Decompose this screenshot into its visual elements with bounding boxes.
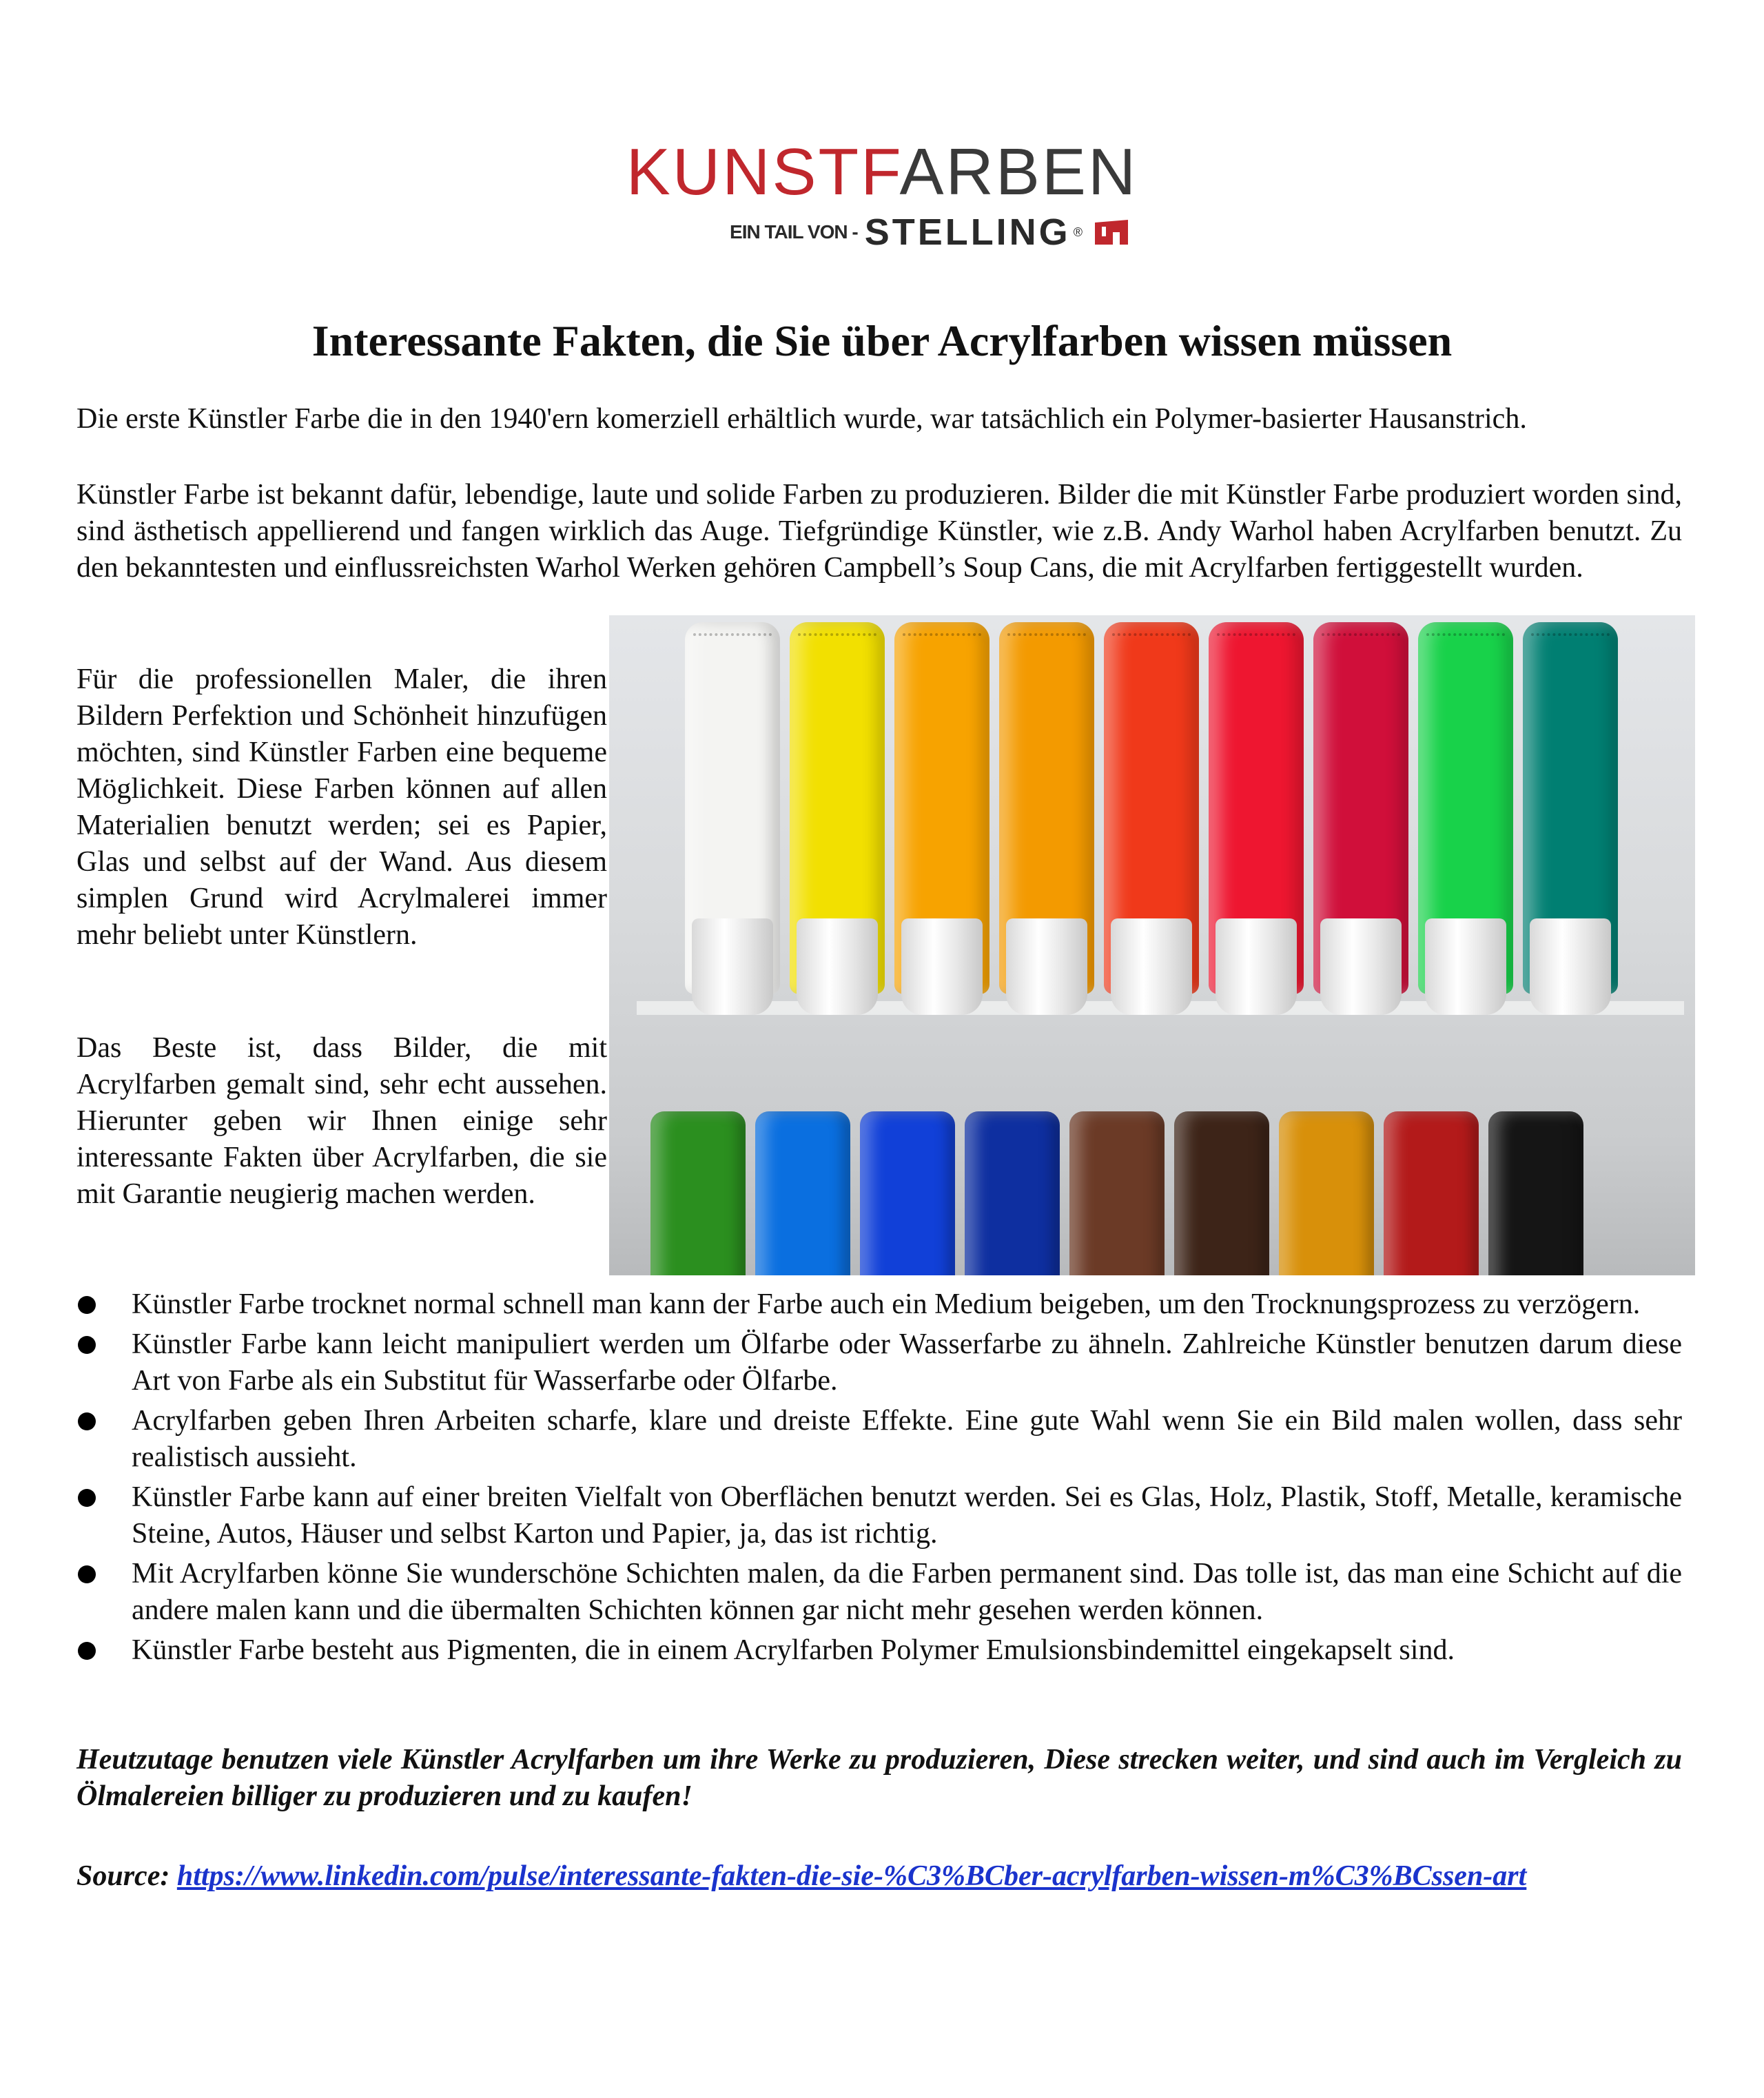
tube-cap	[1320, 918, 1402, 1015]
paint-tube-lower	[1384, 1111, 1479, 1275]
tube-cap	[797, 918, 878, 1015]
list-item	[76, 1479, 1682, 1552]
tube-cap	[901, 918, 983, 1015]
paint-tube-lower	[965, 1111, 1060, 1275]
logo-part-arben: ARBEN	[899, 135, 1138, 209]
paint-tube	[1104, 622, 1199, 994]
paint-tube	[1313, 622, 1408, 994]
paragraph-2: Künstler Farbe ist bekannt dafür, lebendige, laute und solide Farben zu produzieren. Bilder die mit Künstler Farbe produziert worden sind, sind ästhetisch appellierend und fangen wirklich das Auge. Tiefgründige Künstler, wie z.B. Andy Warhol haben Acrylfarben benutzt. Zu den bekanntesten und einflussreichsten Warhol Werken gehören Campbell’s Soup Cans, die mit Acrylfarben fertiggestellt wurden.	[76, 479, 1682, 584]
logo-wordmark	[0, 135, 1764, 209]
paint-tube-lower	[860, 1111, 955, 1275]
list-item	[76, 1286, 1682, 1323]
logo-sub-small: EIN TAIL VON -	[730, 221, 858, 243]
list-item-text: Acrylfarben geben Ihren Arbeiten scharfe, klare und dreiste Effekte. Eine gute Wahl wenn Sie ein Bild malen wollen, dass sehr realistisch aussieht.	[132, 1405, 1682, 1473]
tube-cap	[692, 918, 773, 1015]
bullet-icon	[78, 1565, 96, 1583]
tube-cap	[1216, 918, 1297, 1015]
paint-tube-lower	[755, 1111, 850, 1275]
list-item	[76, 1403, 1682, 1476]
bullet-icon	[78, 1489, 96, 1507]
facts-list	[76, 1286, 1682, 1672]
paint-tube	[685, 622, 780, 994]
bullet-icon	[78, 1642, 96, 1660]
paragraph-3: Für die professionellen Maler, die ihren Bildern Perfektion und Schönheit hinzufügen möchten, sind Künstler Farben eine bequeme Möglichkeit. Diese Farben können auf allen Materialien benutzt werden; sei es Papier, Glas und selbst auf der Wand. Aus diesem simplen Grund wird Acrylmalerei immer mehr beliebt unter Künstlern.	[76, 664, 607, 951]
stelling-mark-icon	[1092, 218, 1131, 246]
closing-statement: Heutzutage benutzen viele Künstler Acrylfarben um ihre Werke zu produzieren, Diese strecken weiter, und sind auch im Vergleich zu Ölmalereien billiger zu produzieren und zu kaufen!	[76, 1744, 1682, 1812]
tube-crimp	[798, 633, 876, 643]
paint-tube	[1523, 622, 1618, 994]
list-item-text: Mit Acrylfarben könne Sie wunderschöne Schichten malen, da die Farben permanent sind. Das tolle ist, das man eine Schicht auf die andere malen kann und die übermalten Schichten können gar nicht mehr gesehen werden können.	[132, 1558, 1682, 1626]
tube-crimp	[903, 633, 981, 643]
list-item-text: Künstler Farbe kann auf einer breiten Vielfalt von Oberflächen benutzt werden. Sei es Glas, Holz, Plastik, Stoff, Metalle, keramische Steine, Autos, Häuser und selbst Karton und Papier, ja, das ist richtig.	[132, 1481, 1682, 1550]
paint-tube-lower	[1069, 1111, 1165, 1275]
paint-tube	[790, 622, 885, 994]
logo-sub-brand: STELLING	[864, 212, 1071, 253]
tube-cap	[1006, 918, 1087, 1015]
source-link[interactable]: https://www.linkedin.com/pulse/interessante-fakten-die-sie-%C3%BCber-acrylfarben-wissen-m%C3%BCssen-art	[176, 1860, 1527, 1892]
paint-tube	[894, 622, 989, 994]
paragraph-1: Die erste Künstler Farbe die in den 1940'ern komerziell erhältlich wurde, war tatsächlich ein Polymer-basierter Hausanstrich.	[76, 403, 1527, 435]
paragraph-4: Das Beste ist, dass Bilder, die mit Acrylfarben gemalt sind, sehr echt aussehen. Hierunter geben wir Ihnen einige sehr interessante Fakten über Acrylfarben, die sie mit Garantie neugierig machen werden.	[76, 1032, 607, 1210]
logo-subline	[633, 211, 1131, 254]
tube-crimp	[1426, 633, 1505, 643]
list-item-text: Künstler Farbe besteht aus Pigmenten, die in einem Acrylfarben Polymer Emulsionsbindemittel eingekapselt sind.	[132, 1634, 1455, 1666]
tube-crimp	[1007, 633, 1086, 643]
paint-tube-lower	[650, 1111, 746, 1275]
logo-registered: ®	[1073, 225, 1083, 239]
paint-tube-lower	[1174, 1111, 1269, 1275]
list-item	[76, 1326, 1682, 1399]
tube-crimp	[693, 633, 772, 643]
list-item	[76, 1632, 1682, 1669]
tube-crimp	[1217, 633, 1295, 643]
paint-tube	[1209, 622, 1304, 994]
bullet-icon	[78, 1412, 96, 1430]
tube-cap	[1425, 918, 1506, 1015]
tube-crimp	[1322, 633, 1400, 643]
list-item-text: Künstler Farbe kann leicht manipuliert werden um Ölfarbe oder Wasserfarbe zu ähneln. Zahlreiche Künstler benutzen darum diese Art von Farbe als ein Substitut für Wasserfarbe oder Ölfarbe.	[132, 1328, 1682, 1397]
paint-tube	[1418, 622, 1513, 994]
list-item-text: Künstler Farbe trocknet normal schnell man kann der Farbe auch ein Medium beigeben, um den Trocknungsprozess zu verzögern.	[132, 1288, 1641, 1320]
tube-crimp	[1531, 633, 1610, 643]
logo-part-f: F	[861, 135, 900, 209]
tube-cap	[1530, 918, 1611, 1015]
tube-cap	[1111, 918, 1192, 1015]
list-item	[76, 1556, 1682, 1629]
paint-tube-lower	[1488, 1111, 1583, 1275]
kunstfarben-logo	[0, 135, 1764, 254]
source-line	[76, 1858, 1730, 1895]
paint-tube-lower	[1279, 1111, 1374, 1275]
paint-tubes-photo	[609, 615, 1695, 1275]
page-title: Interessante Fakten, die Sie über Acrylfarben wissen müssen	[311, 316, 1453, 365]
logo-part-kunst: KUNST	[626, 135, 861, 209]
bullet-icon	[78, 1336, 96, 1354]
tube-crimp	[1112, 633, 1191, 643]
source-label: Source:	[76, 1860, 177, 1892]
bullet-icon	[78, 1296, 96, 1314]
paint-tube	[999, 622, 1094, 994]
